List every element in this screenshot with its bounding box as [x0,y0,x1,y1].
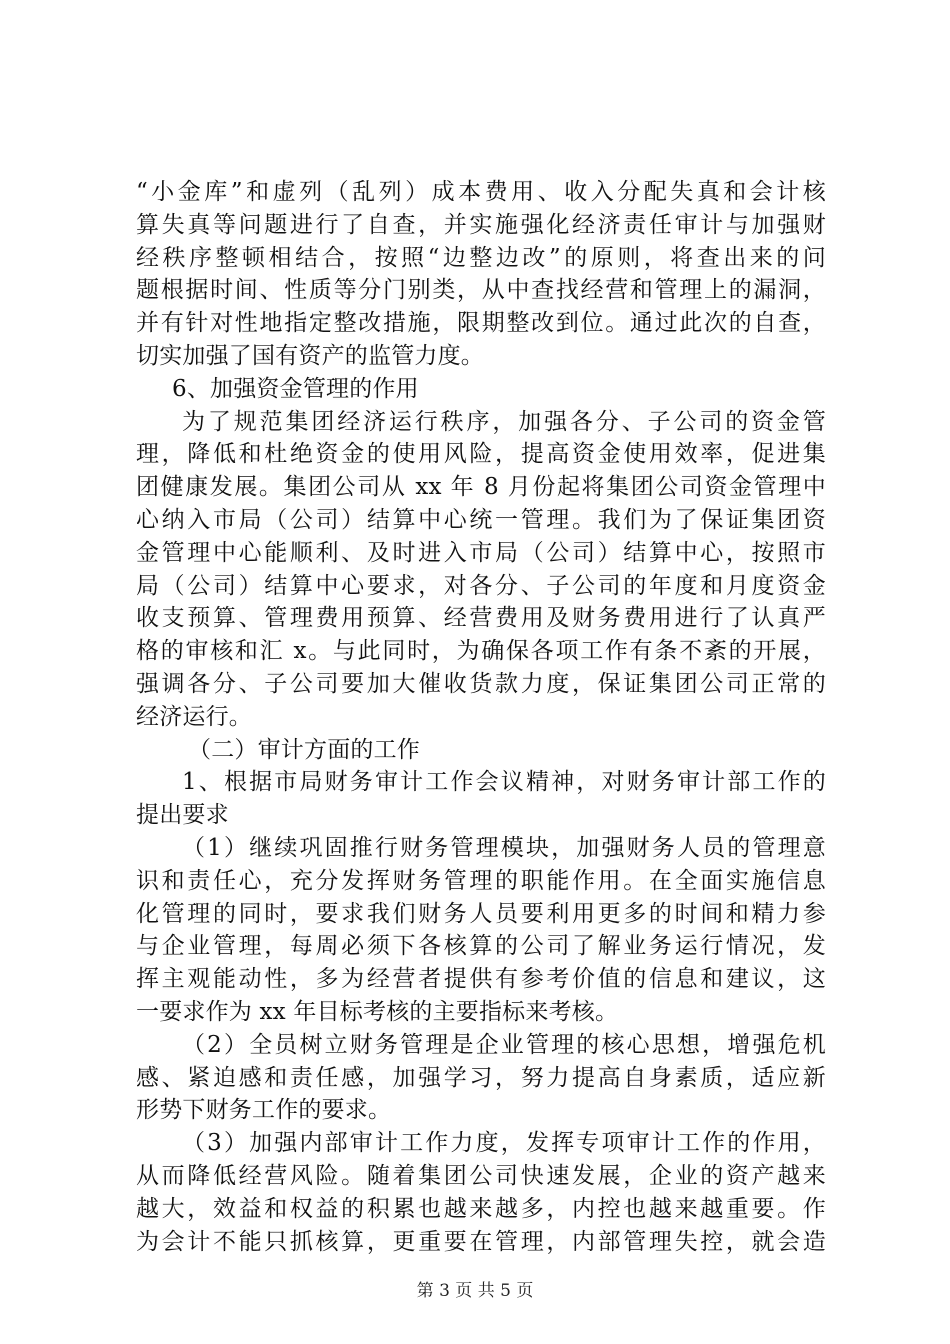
text-line: 心纳入市局（公司）结算中心统一管理。我们为了保证集团资 [136,506,826,533]
text-line: 从而降低经营风险。随着集团公司快速发展，企业的资产越来 [136,1162,826,1189]
text-line: （1）继续巩固推行财务管理模块，加强财务人员的管理意 [182,834,826,861]
text-line: 强调各分、子公司要加大催收货款力度，保证集团公司正常的 [136,670,826,697]
text-line: 经秩序整顿相结合，按照“边整边改”的原则，将查出来的问 [136,244,826,271]
text-line: 化管理的同时，要求我们财务人员要利用更多的时间和精力参 [136,900,826,927]
text-line: （二）审计方面的工作 [188,736,420,763]
text-line: 与企业管理，每周必须下各核算的公司了解业务运行情况，发 [136,933,826,960]
text-line: 为了规范集团经济运行秩序，加强各分、子公司的资金管 [182,408,826,435]
text-line: 团健康发展。集团公司从 xx 年 8 月份起将集团公司资金管理中 [136,474,826,501]
text-line: 算失真等问题进行了自查，并实施强化经济责任审计与加强财 [136,211,826,238]
text-line: 并有针对性地指定整改措施，限期整改到位。通过此次的自查， [136,310,826,337]
text-line: 形势下财务工作的要求。 [136,1097,392,1124]
text-line: 一要求作为 xx 年目标考核的主要指标来考核。 [136,998,619,1025]
page-footer: 第 3 页 共 5 页 [416,1281,534,1301]
text-line: 越大，效益和权益的积累也越来越多，内控也越来越重要。作 [136,1195,826,1222]
text-line: 识和责任心，充分发挥财务管理的职能作用。在全面实施信息 [136,867,826,894]
text-line: 感、紧迫感和责任感，加强学习，努力提高自身素质，适应新 [136,1064,826,1091]
text-line: 局（公司）结算中心要求，对各分、子公司的年度和月度资金 [136,572,826,599]
text-line: （3）加强内部审计工作力度，发挥专项审计工作的作用， [182,1130,826,1157]
text-line: 切实加强了国有资产的监管力度。 [136,342,484,369]
text-line: “小金库”和虚列（乱列）成本费用、收入分配失真和会计核 [136,179,826,205]
text-line: 金管理中心能顺利、及时进入市局（公司）结算中心，按照市 [136,539,826,566]
text-line: 6、加强资金管理的作用 [172,375,419,402]
text-line: 理，降低和杜绝资金的使用风险，提高资金使用效率，促进集 [136,441,826,468]
body-text [136,176,826,1258]
text-line: 题根据时间、性质等分门别类，从中查找经营和管理上的漏洞， [136,277,826,304]
text-line: 提出要求 [136,802,229,829]
text-line: 收支预算、管理费用预算、经营费用及财务费用进行了认真严 [136,605,826,632]
text-line: （2）全员树立财务管理是企业管理的核心思想，增强危机 [182,1031,826,1058]
text-line: 为会计不能只抓核算，更重要在管理，内部管理失控，就会造 [136,1228,826,1255]
text-line: 1、根据市局财务审计工作会议精神，对财务审计部工作的 [182,769,826,796]
text-line: 挥主观能动性，多为经营者提供有参考价值的信息和建议，这 [136,966,826,993]
text-line: 经济运行。 [136,703,252,730]
text-line: 格的审核和汇 x。与此同时，为确保各项工作有条不紊的开展， [136,638,826,665]
